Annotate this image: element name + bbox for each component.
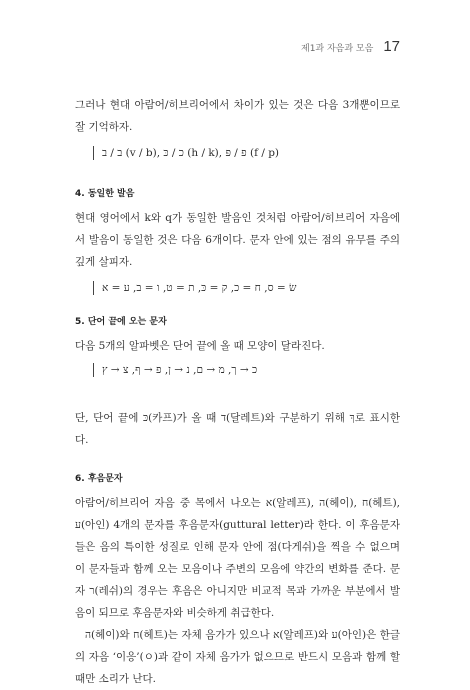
section-5-example-line: כ → ך, מ → ם, נ → ן, פ → ף, צ → ץ (93, 363, 400, 377)
section-5-heading: 5. 단어 끝에 오는 문자 (75, 317, 167, 327)
page-number: 17 (383, 38, 400, 55)
intro-paragraph: 그러나 현대 아람어/히브리어에서 차이가 있는 것은 다음 3개뿐이므로 잘 기억하자. (75, 99, 400, 133)
section-5-note: 단, 단어 끝에 כּ(카프)가 올 때 ד(달레트)와 구분하기 위해 ךְ로 표시한다. (75, 412, 400, 446)
section-6-heading: 6. 후음문자 (75, 474, 123, 484)
section-4-paragraph: 현대 영어에서 k와 q가 동일한 발음인 것처럼 아람어/히브리어 자음에서 발음이 동일한 것은 다음 6개이다. 문자 안에 있는 점의 유무를 주의 깊게 살피자. (75, 212, 400, 268)
running-header (301, 38, 400, 55)
chapter-title: 제1과 자음과 모음 (301, 44, 374, 54)
section-4-example-line: שׂ = ס, ח = כ, ק = כּ, ת = ט, ו = ב, ע = א (93, 281, 400, 295)
section-5-paragraph: 다음 5개의 알파벳은 단어 끝에 올 때 모양이 달라진다. (75, 340, 325, 352)
section-6-paragraph-1: 아람어/히브리어 자음 중 목에서 나오는 א(알레프), ה(헤이), ח(헤트), ע(아인) 4개의 문자를 후음문자(guttural letter)라 한다. 이 후음문자들은 음의 특이한 성질로 인해 문자 안에 점(다게쉬)을 찍을 수 없으며 이 문자들과 함께 오는 모음이나 주변의 모음에 약간의 변화를 준다. 문자 ר(레쉬)의 경우는 후음은 아니지만 비교적 목과 가까운 부분에서 발음이 되므로 후음문자와 비슷하게 취급한다. (75, 497, 401, 619)
section-4-heading: 4. 동일한 발음 (75, 189, 135, 199)
section-6-paragraph-2: ה(헤이)와 ח(헤트)는 자체 음가가 있으나 א(알레프)와 ע(아인)은 한글의 자음 ‘이응’(ㅇ)과 같이 자체 음가가 없으므로 반드시 모음과 함께 할 때만 소리가 난다. (75, 629, 400, 685)
page-body (75, 94, 400, 690)
intro-example-line: ב / ב (v / b), כ / כּ (h / k), פ / פּ (f / p) (93, 146, 400, 160)
